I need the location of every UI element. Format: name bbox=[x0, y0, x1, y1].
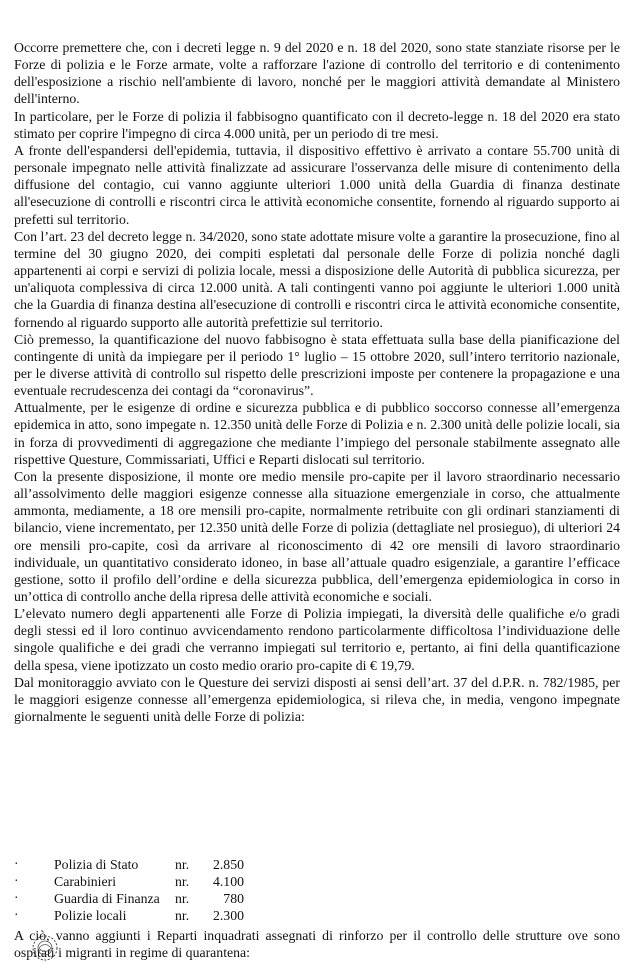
paragraph: Attualmente, per le esigenze di ordine e sicurezza pubblica e di pubblico soccorso connesse all’emergenza epidemica in atto, sono impegate n. 12.350 unità delle Forze di Polizia e n. 2.300 unità delle polizie locali, sia in forza di provvedimenti di aggregazione che mediante l’impiego del personale stabilmente assegnato alle rispettive Questure, Commissariati, Uffici e Reparti dislocati sul territorio. bbox=[14, 400, 620, 467]
police-units-list bbox=[14, 856, 314, 925]
paragraph: Ciò premesso, la quantificazione del nuovo fabbisogno è stata effettuata sulla base della pianificazione del contingente di unità da impiegare per il periodo 1° luglio – 15 ottobre 2020, sull’intero territorio nazionale, per le diverse attività di controllo sul rispetto delle prescrizioni imposte per contenere la propagazione e una eventuale recrudescenza dei contagi da “coronavirus”. bbox=[14, 331, 620, 399]
unit-value: 2.850 bbox=[212, 857, 244, 872]
unit-value: 4.100 bbox=[212, 874, 244, 890]
list-item bbox=[14, 907, 314, 924]
unit-name: Guardia di Finanza bbox=[54, 891, 160, 907]
bullet: · bbox=[14, 856, 19, 871]
bullet: · bbox=[14, 890, 19, 906]
unit-abbr: nr. bbox=[175, 891, 190, 907]
list-item bbox=[14, 873, 314, 890]
paragraph: L’elevato numero degli appartenenti alle Forze di Polizia impiegati, la diversità delle qualifiche e/o gradi degli stessi ed il loro continuo avvicendamento rendono particolarmente difficoltosa l’individuazione delle singole qualifiche e dei gradi che verranno impiegati sul territorio e, pertanto, ai fini della quantificazione della spesa, viene ipotizzato un costo medio orario pro-capite di € 19,79. bbox=[14, 606, 620, 673]
paragraph: Con la presente disposizione, il monte ore medio mensile pro-capite per il lavoro straordinario necessario all’assolvimento delle maggiori esigenze connesse alla situazione emergenziale in corso, che attualmente ammonta, mediamente, a 18 ore mensili pro-capite, normalmente retribuite con gli ordinari stanziamenti di bilancio, viene incrementato, per 12.350 unità delle Forze di polizia (dettagliate nel prosieguo), di ulteriori 24 ore mensili pro-capite, così da arrivare al riconoscimento di 42 ore mensili di lavoro straordinario individuale, un quantitativo considerato idoneo, in base all’attuale quadro esigenziale, a garantire l’efficace gestione, sotto il profilo dell’ordine e della sicurezza pubblica, dell’emergenza epidemiologica in corso in un’ottica di controllo anche della ripresa delle attività economiche e sociali. bbox=[14, 468, 620, 604]
stamp-seal-icon bbox=[30, 933, 60, 963]
paragraph: Dal monitoraggio avviato con le Questure dei servizi disposti ai sensi dell’art. 37 del d.P.R. n. 782/1985, per le maggiori esigenze connesse all’emergenza epidemiologica, si rileva che, in media, vengono impegnate giornalmente le seguenti unità delle Forze di polizia: bbox=[14, 674, 620, 725]
unit-name: Polizia di Stato bbox=[54, 857, 139, 872]
list-item bbox=[14, 856, 314, 873]
unit-abbr: nr. bbox=[175, 857, 190, 872]
unit-abbr: nr. bbox=[175, 908, 190, 924]
unit-name: Carabinieri bbox=[54, 874, 117, 890]
list-item bbox=[14, 890, 314, 907]
unit-name: Polizie locali bbox=[54, 908, 127, 924]
document-body bbox=[14, 39, 620, 725]
paragraph: Con l’art. 23 del decreto legge n. 34/2020, sono state adottate misure volte a garantire la prosecuzione, fino al termine del 30 giugno 2020, dei compiti espletati dal personale delle Forze di polizia nonché dagli appartenenti ai corpi e servizi di polizia locale, messi a disposizione delle Autorità di pubblica sicurezza, per un'aliquota complessiva di circa 12.000 unità. A tali contingenti vanno poi aggiunte le ulteriori 1.000 unità che la Guardia di finanza destina all'esecuzione di controlli e riscontri circa le attività economiche consentite, fornendo al riguardo supporto alle autorità prefettizie sul territorio. bbox=[14, 228, 620, 330]
unit-abbr: nr. bbox=[175, 874, 190, 890]
closing-paragraph: A ciò, vanno aggiunti i Reparti inquadrati assegnati di rinforzo per il controllo delle strutture ove sono ospitati i migranti in regime di quarantena: bbox=[14, 928, 620, 961]
paragraph: In particolare, per le Forze di polizia il fabbisogno quantificato con il decreto-legge n. 18 del 2020 era stato stimato per coprire l'impegno di circa 4.000 unità, per un periodo di tre mesi. bbox=[14, 108, 620, 141]
bullet: · bbox=[14, 873, 19, 889]
paragraph: Occorre premettere che, con i decreti legge n. 9 del 2020 e n. 18 del 2020, sono state stanziate risorse per le Forze di polizia e le Forze armate, volte a rafforzare l'azione di controllo del territorio e di contenimento dell'esposizione a rischio nell'ambiente di lavoro, nonché per le maggiori attività demandate al Ministero dell'interno. bbox=[14, 40, 620, 107]
paragraph: A fronte dell'espandersi dell'epidemia, tuttavia, il dispositivo effettivo è arrivato a contare 55.700 unità di personale impegnato nelle attività finalizzate ad assicurare l'osservanza delle misure di contenimento della diffusione del contagio, cui vanno aggiunte ulteriori 1.000 unità della Guardia di finanza destinate all'esecuzione di controlli e riscontri circa le attività economiche consentite, fornendo al riguardo supporto ai prefetti sul territorio. bbox=[14, 142, 620, 227]
unit-value: 2.300 bbox=[212, 908, 244, 924]
bullet: · bbox=[14, 907, 19, 923]
unit-value: 780 bbox=[223, 891, 244, 907]
